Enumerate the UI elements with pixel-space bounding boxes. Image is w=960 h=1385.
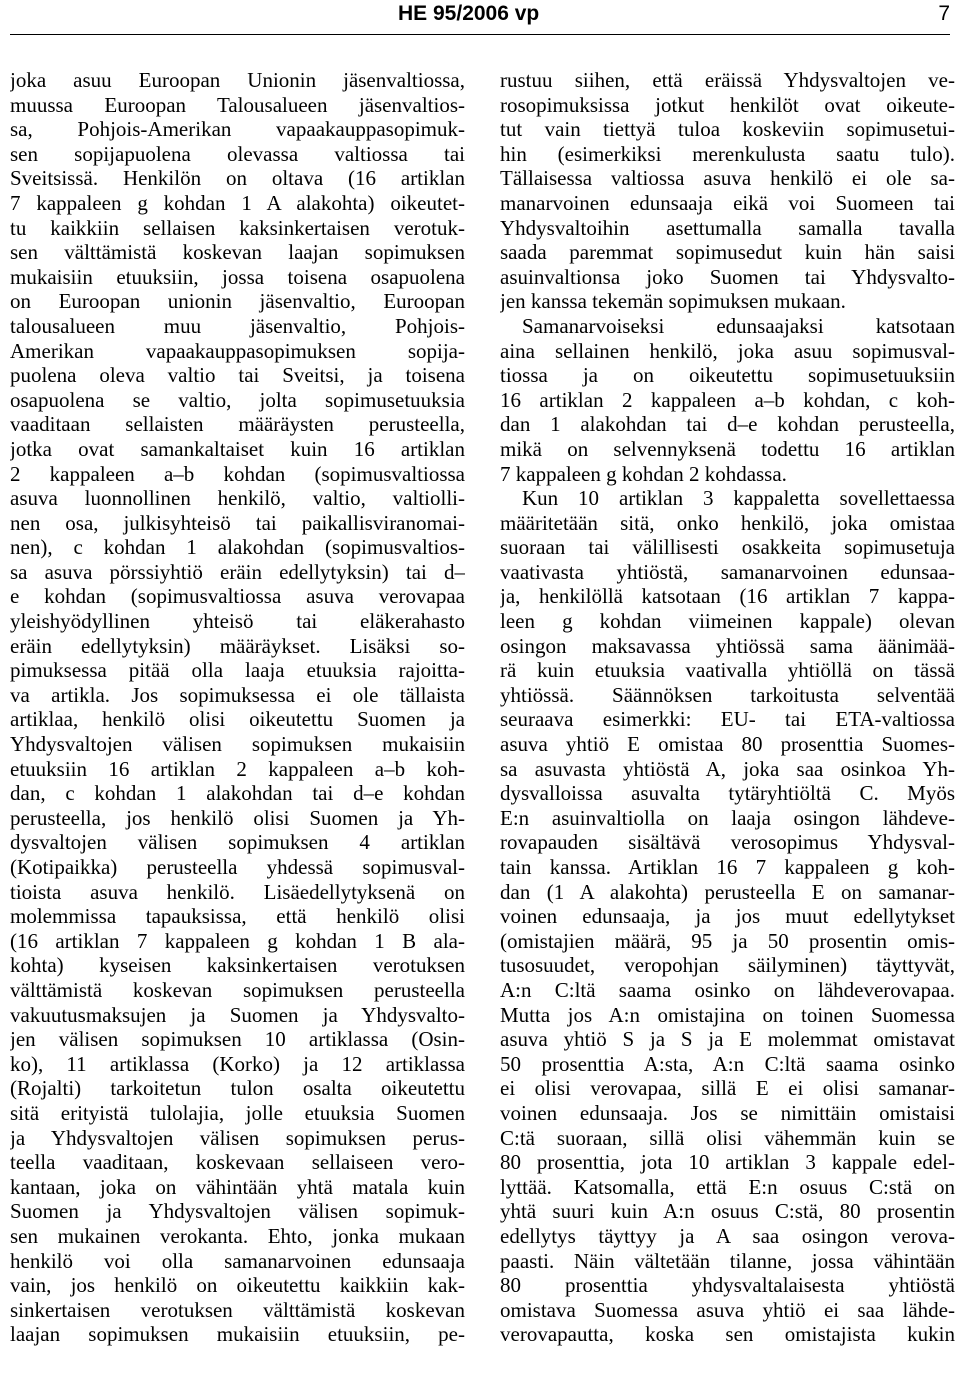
text-line: hin (esimerkiksi merenkulusta saatu tulo).: [500, 141, 955, 166]
text-line: tusosuudet, veropohjan säilyminen) täyttyvät,: [500, 953, 955, 978]
text-line: sen välttämistä koskevan laajan sopimuksen: [10, 240, 465, 265]
text-line: vaaditaan sellaisten määräysten perusteella,: [10, 412, 465, 437]
text-line: perusteella, jos henkilö olisi Suomen ja Yh-: [10, 805, 465, 830]
text-line: Suomen ja Yhdysvaltojen välisen sopimuk-: [10, 1199, 465, 1224]
text-line: paasti. Näin vältetään tilanne, jossa vähintään: [500, 1248, 955, 1273]
text-line: 50 prosenttia A:sta, A:n C:ltä saama osinko: [500, 1051, 955, 1076]
text-line: dysvaltojen välisen sopimuksen 4 artiklan: [10, 830, 465, 855]
text-line: asuva yhtiö E omistaa 80 prosenttia Suomes-: [500, 732, 955, 757]
text-line: tiossa ja on oikeutettu sopimusetuuksiin: [500, 363, 955, 388]
text-line: tut vain tiettyä tuloa koskeviin sopimusetui-: [500, 117, 955, 142]
text-line: va artikla. Jos sopimuksessa ei ole tällaista: [10, 682, 465, 707]
text-line: Yhdysvaltojen välisen sopimuksen mukaisiin: [10, 732, 465, 757]
text-line: verovapautta, koska sen omistajista kukin: [500, 1322, 955, 1347]
text-line: omistava Suomessa asuva yhtiö ei saa lähde-: [500, 1297, 955, 1322]
text-line: tu kaikkiin sellaisen kaksinkertaisen verotuk-: [10, 215, 465, 240]
text-line: yleishyödyllinen yhteisö tai eläkerahasto: [10, 609, 465, 634]
text-line: puolena oleva valtio tai Sveitsi, ja toisena: [10, 363, 465, 388]
text-line: mikä on selvennyksenä todettu 16 artiklan: [500, 436, 955, 461]
text-line: Kun 10 artiklan 3 kappaletta sovellettaessa: [522, 486, 955, 511]
text-line: (16 artiklan 7 kappaleen g kohdan 1 B ala-: [10, 928, 465, 953]
text-line: sa, Pohjois-Amerikan vapaakauppasopimuk-: [10, 117, 465, 142]
text-line: osapuolena se valtio, jolta sopimusetuuksia: [10, 387, 465, 412]
text-line: rä kuin etuuksia vaativalla yhtiöllä on tässä: [500, 658, 955, 683]
text-line: joka asuu Euroopan Unionin jäsenvaltiossa,: [10, 68, 465, 92]
text-line: sa asuvasta yhtiöstä A, joka saa osinkoa Yh-: [500, 756, 955, 781]
text-line: mukaisiin etuuksiin, jossa toisena osapuolena: [10, 264, 465, 289]
text-line: 7 kappaleen g kohdan 1 A alakohta) oikeutet-: [10, 190, 465, 215]
text-line: vain, jos henkilö on oikeutettu kaikkiin kak-: [10, 1273, 465, 1298]
text-line: rovapauden sisältävä verosopimus Yhdysval-: [500, 830, 955, 855]
text-line: suoraan tai välillisesti osakkeita sopimusetuja: [500, 535, 955, 560]
text-line: tain kanssa. Artiklan 16 7 kappaleen g koh-: [500, 855, 955, 879]
text-line: edellytys täyttyy ja A saa osingon verova-: [500, 1223, 955, 1248]
text-line: jen kanssa tekemän sopimuksen mukaan.: [500, 289, 846, 314]
text-line: sinkertaisen verotuksen välttämistä koskevan: [10, 1297, 465, 1322]
text-line: lyttää. Katsomalla, että E:n osuus C:stä on: [500, 1174, 955, 1199]
text-line: sen sopijapuolena olevassa valtiossa tai: [10, 141, 465, 166]
text-line: yhtä suuri kuin A:n osuus C:stä, 80 prosentin: [500, 1199, 955, 1224]
text-line: Amerikan vapaakauppasopimuksen sopija-: [10, 338, 465, 363]
text-line: talousalueen muu jäsenvaltio, Pohjois-: [10, 313, 465, 338]
text-line: Samanarvoiseksi edunsaajaksi katsotaan: [522, 313, 955, 338]
text-line: nen osa, julkisyhteisö tai paikallisviranomai-: [10, 510, 465, 535]
text-line: dan (1 A alakohta) perusteella E on samanar-: [500, 879, 955, 904]
text-line: vakuutusmaksujen ja Suomen ja Yhdysvalto-: [10, 1002, 465, 1027]
text-line: dan, c kohdan 1 alakohdan tai d–e kohdan: [10, 781, 465, 806]
text-line: jotka ovat samankaltaiset kuin 16 artiklan: [10, 436, 465, 461]
text-line: määritetään sitä, onko henkilö, joka omistaa: [500, 510, 955, 535]
text-line: vaativasta yhtiöstä, samanarvoinen edunsaa-: [500, 559, 955, 584]
text-line: rosopimuksissa jotkut henkilöt ovat oikeute-: [500, 92, 955, 117]
text-line: laajan sopimuksen mukaisiin etuuksiin, pe-: [10, 1322, 465, 1347]
text-line: osingon maksavassa yhtiössä sama äänimää-: [500, 633, 955, 658]
text-line: on Euroopan unionin jäsenvaltio, Euroopan: [10, 289, 465, 314]
text-line: kohta) kyseisen kaksinkertaisen verotuksen: [10, 953, 465, 978]
text-line: Tällaisessa valtiossa asuva henkilö ei ole sa-: [500, 166, 955, 191]
text-line: Yhdysvaltoihin asettumalla samalla tavalla: [500, 215, 955, 240]
text-line: ja Yhdysvaltojen välisen sopimuksen perus-: [10, 1125, 465, 1150]
text-line: saada paremmat sopimusedut kuin hän saisi: [500, 240, 955, 265]
text-line: manarvoinen edunsaaja eikä voi Suomeen tai: [500, 190, 955, 215]
text-line: henkilö voi olla samanarvoinen edunsaaja: [10, 1248, 465, 1273]
text-line: dysvalloissa asuvalta tytäryhtiöltä C. Myös: [500, 781, 955, 806]
text-line: aina sellainen henkilö, joka asuu sopimusval-: [500, 338, 955, 363]
text-line: asuva yhtiö S ja S ja E molemmat omistavat: [500, 1027, 955, 1052]
text-line: molemmissa tapauksissa, että henkilö olisi: [10, 904, 465, 929]
text-line: teella vaaditaan, koskevaan sellaiseen vero-: [10, 1150, 465, 1175]
text-line: yhtiössä. Säännöksen tarkoitusta selventää: [500, 682, 955, 707]
text-line: seuraava esimerkki: EU- tai ETA-valtiossa: [500, 707, 955, 732]
text-line: pimuksessa pitää olla laaja etuuksia rajoitta-: [10, 658, 465, 683]
header-rule: [10, 34, 950, 35]
text-line: rustuu siihen, että eräissä Yhdysvaltojen ve-: [500, 68, 955, 92]
text-line: leen g kohdan viimeinen kappale) olevan: [500, 609, 955, 634]
text-line: ei olisi verovapaa, sillä E ei olisi samanar-: [500, 1076, 955, 1101]
text-line: Sveitsissä. Henkilön on oltava (16 artiklan: [10, 166, 465, 191]
text-line: kantaan, joka on vähintään yhtä matala kuin: [10, 1174, 465, 1199]
text-line: ko), 11 artiklassa (Korko) ja 12 artiklassa: [10, 1051, 465, 1076]
text-line: voinen edunsaaja, ja jos muut edellytykset: [500, 904, 955, 929]
text-line: muussa Euroopan Talousalueen jäsenvaltios-: [10, 92, 465, 117]
text-line: e kohdan (sopimusvaltiossa asuva verovapaa: [10, 584, 465, 609]
text-line: sitä erityistä tulolajia, jolle etuuksia Suomen: [10, 1100, 465, 1125]
text-line: dan 1 alakohdan tai d–e kohdan perusteella,: [500, 412, 955, 437]
text-line: 80 prosenttia yhdysvaltalaisesta yhtiöstä: [500, 1273, 955, 1298]
text-line: sa asuva pörssiyhtiö eräin edellytyksin) tai d–: [10, 559, 465, 584]
right-text-column: [500, 68, 955, 1347]
text-line: (omistajien määrä, 95 ja 50 prosentin omis-: [500, 928, 955, 953]
text-line: 2 kappaleen a–b kohdan (sopimusvaltiossa: [10, 461, 465, 486]
text-line: jen välisen sopimuksen 10 artiklassa (Osin-: [10, 1027, 465, 1052]
text-line: E:n asuinvaltiolla on laaja osingon lähdeve-: [500, 805, 955, 830]
text-line: ja, henkilöllä katsotaan (16 artiklan 7 kappa-: [500, 584, 955, 609]
text-line: 16 artiklan 2 kappaleen a–b kohdan, c koh-: [500, 387, 955, 412]
text-line: 7 kappaleen g kohdan 2 kohdassa.: [500, 461, 787, 486]
text-line: artiklaa, henkilö olisi oikeutettu Suomen ja: [10, 707, 465, 732]
text-line: asuva luonnollinen henkilö, valtio, valtiolli-: [10, 486, 465, 511]
text-line: etuuksiin 16 artiklan 2 kappaleen a–b koh-: [10, 756, 465, 781]
text-line: eräin edellytyksin) määräykset. Lisäksi so-: [10, 633, 465, 658]
page-number: 7: [938, 2, 950, 25]
page-header: [0, 0, 960, 40]
document-id: HE 95/2006 vp: [398, 2, 540, 25]
text-line: nen), c kohdan 1 alakohdan (sopimusvaltios-: [10, 535, 465, 560]
text-line: C:tä suoraan, sillä olisi vähemmän kuin se: [500, 1125, 955, 1150]
text-line: tioista asuva henkilö. Lisäedellytyksenä on: [10, 879, 465, 904]
text-line: asuinvaltionsa joko Suomen tai Yhdysvalto-: [500, 264, 955, 289]
text-line: Mutta jos A:n omistajina on toinen Suomessa: [500, 1002, 955, 1027]
text-line: sen mukainen verokanta. Ehto, jonka mukaan: [10, 1223, 465, 1248]
text-line: välttämistä koskevan sopimuksen perusteella: [10, 977, 465, 1002]
text-line: (Rojalti) tarkoitetun tulon osalta oikeutettu: [10, 1076, 465, 1101]
text-line: (Kotipaikka) perusteella yhdessä sopimusval-: [10, 855, 465, 879]
left-text-column: [10, 68, 465, 1347]
text-line: A:n C:ltä saama osinko on lähdeverovapaa.: [500, 977, 955, 1002]
text-line: 80 prosenttia, jota 10 artiklan 3 kappale edel-: [500, 1150, 955, 1175]
text-line: voinen edunsaaja. Jos se nimittäin omistaisi: [500, 1100, 955, 1125]
